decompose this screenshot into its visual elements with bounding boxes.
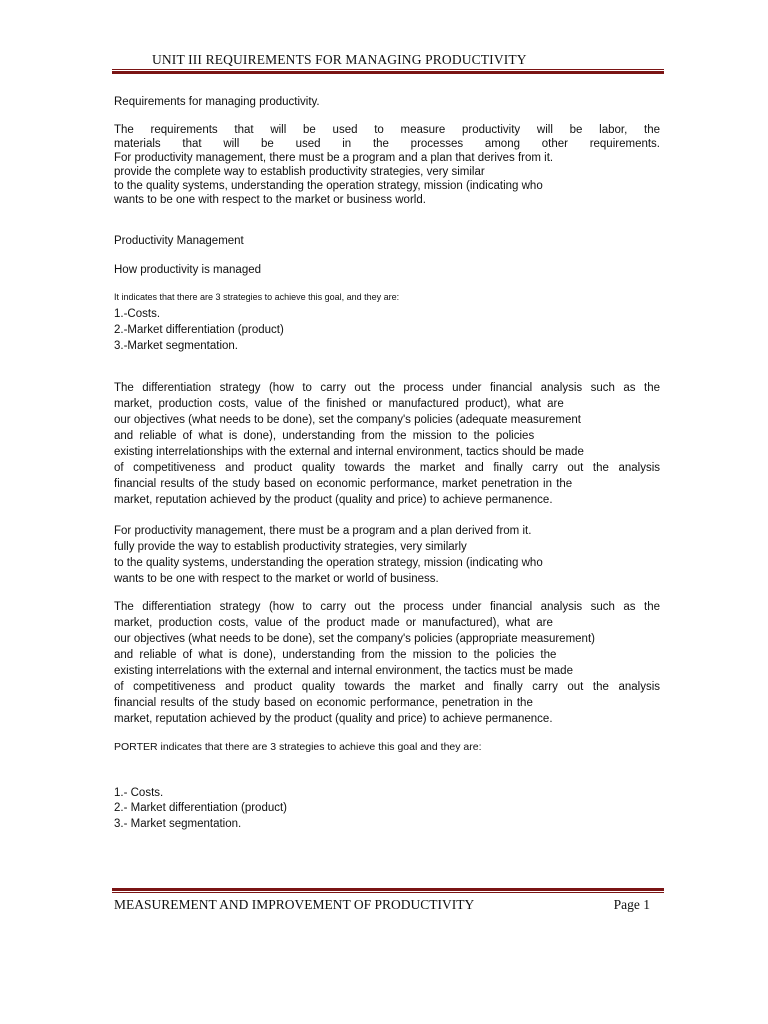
para4-line: The differentiation strategy (how to carry out the process under financial analysis such as the xyxy=(114,601,660,613)
porter-intro: PORTER indicates that there are 3 strategies to achieve this goal and they are: xyxy=(114,741,482,753)
intro-small: It indicates that there are 3 strategies to achieve this goal, and they are: xyxy=(114,292,400,302)
list1-item: 2.-Market differentiation (product) xyxy=(114,324,284,336)
para3-line: For productivity management, there must be a program and a plan derived from it. xyxy=(114,525,532,537)
para3-line: fully provide the way to establish productivity strategies, very similarly xyxy=(114,541,467,553)
para2-line: of competitiveness and product quality towards the market and finally carry out the analysis xyxy=(114,462,660,474)
para2-line: market, production costs, value of the finished or manufactured product), what are xyxy=(114,398,564,410)
footer-rule xyxy=(112,888,664,893)
subheading: How productivity is managed xyxy=(114,264,262,276)
heading: Requirements for managing productivity. xyxy=(114,96,320,108)
para4-line: financial results of the study based on economic performance, penetration in the xyxy=(114,697,533,709)
para2-line: existing interrelationships with the external and internal environment, tactics should be made xyxy=(114,446,584,458)
para1-line: The requirements that will be used to measure productivity will be labor, the xyxy=(114,124,660,136)
para1-line: wants to be one with respect to the market or business world. xyxy=(114,194,426,206)
para1-line: to the quality systems, understanding the operation strategy, mission (indicating who xyxy=(114,180,543,192)
page-footer-title: MEASUREMENT AND IMPROVEMENT OF PRODUCTIVITY xyxy=(114,897,475,912)
list1-item: 3.-Market segmentation. xyxy=(114,340,239,352)
page-number: Page 1 xyxy=(613,897,650,912)
para2-line: The differentiation strategy (how to carry out the process under financial analysis such as the xyxy=(114,382,660,394)
para2-line: our objectives (what needs to be done), set the company's policies (adequate measurement xyxy=(114,414,581,426)
para4-line: existing interrelations with the external and internal environment, the tactics must be made xyxy=(114,665,573,677)
para4-line: and reliable of what is done), understanding from the mission to the policies the xyxy=(114,649,557,661)
para4-line: of competitiveness and product quality towards the market and finally carry out the analysis xyxy=(114,681,660,693)
section-title: Productivity Management xyxy=(114,235,244,247)
para2-line: financial results of the study based on economic performance, market penetration in the xyxy=(114,478,573,490)
page-header-title: UNIT III REQUIREMENTS FOR MANAGING PRODUCTIVITY xyxy=(152,52,527,67)
para3-line: to the quality systems, understanding the operation strategy, mission (indicating who xyxy=(114,557,543,569)
para4-line: our objectives (what needs to be done), set the company's policies (appropriate measurement) xyxy=(114,633,595,645)
para2-line: and reliable of what is done), understanding from the mission to the policies xyxy=(114,430,535,442)
para4-line: market, reputation achieved by the product (quality and price) to achieve permanence. xyxy=(114,713,553,725)
para2-line: market, reputation achieved by the product (quality and price) to achieve permanence. xyxy=(114,494,553,506)
para1-line: For productivity management, there must be a program and a plan that derives from it. xyxy=(114,152,554,164)
list2-item: 1.- Costs. xyxy=(114,787,164,799)
list2-item: 3.- Market segmentation. xyxy=(114,818,242,830)
para1-line: materials that will be used in the processes among other requirements. xyxy=(114,138,660,150)
list2-item: 2.- Market differentiation (product) xyxy=(114,802,288,814)
para4-line: market, production costs, value of the product made or manufactured), what are xyxy=(114,617,553,629)
list1-item: 1.-Costs. xyxy=(114,308,161,320)
para1-line: provide the complete way to establish productivity strategies, very similar xyxy=(114,166,485,178)
para3-line: wants to be one with respect to the market or world of business. xyxy=(114,573,439,585)
header-rule xyxy=(112,69,664,74)
